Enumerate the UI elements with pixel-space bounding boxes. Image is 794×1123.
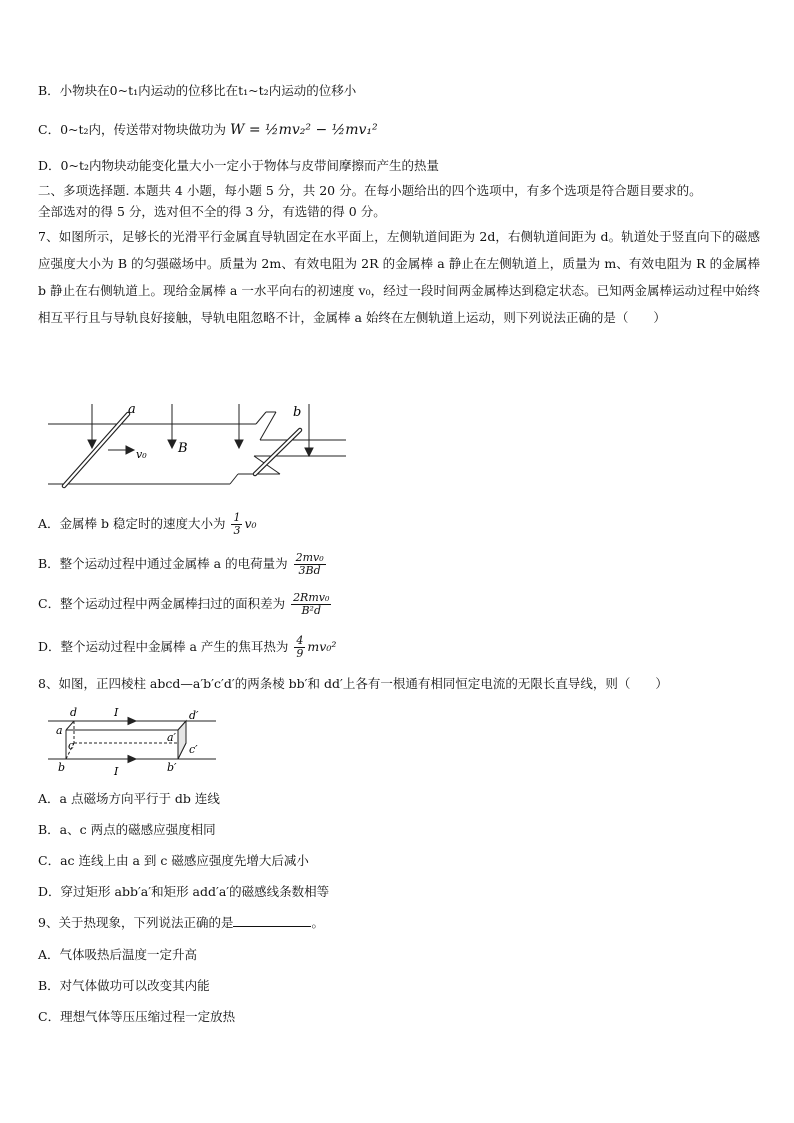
section2-heading-line1: 二、多项选择题. 本题共 4 小题，每小题 5 分，共 20 分。在每小题给出的四个选项中，有多个选项是符合题目要求的。 — [38, 183, 702, 198]
q7-option-a-fraction — [231, 512, 242, 537]
vertex-a-label: a — [56, 724, 63, 737]
q7-option-d-fraction — [294, 635, 305, 660]
q7-option-d-suffix: mv₀² — [307, 639, 337, 654]
q7-option-d — [38, 634, 336, 660]
q9-stem-text: 9、关于热现象，下列说法正确的是 — [38, 915, 234, 930]
q7-option-d-text: D．整个运动过程中金属棒 a 产生的焦耳热为 — [38, 639, 289, 654]
q7-option-a-text: A．金属棒 b 稳定时的速度大小为 — [38, 516, 226, 531]
q7-option-a-suffix: v₀ — [244, 516, 257, 531]
rod-b-label: b — [293, 405, 302, 420]
q9-stem — [38, 914, 324, 932]
q6-option-c-text: C．0~t₂内，传送带对物块做功为 — [38, 122, 227, 137]
q7-option-b-text: B．整个运动过程中通过金属棒 a 的电荷量为 — [38, 556, 288, 571]
fraction-denominator: 3Bd — [298, 564, 321, 577]
fraction-numerator: 1 — [233, 511, 241, 524]
q7-option-b — [38, 551, 328, 577]
velocity-label: v₀ — [136, 448, 147, 461]
q6-option-b: B．小物块在0~t₁内运动的位移比在t₁~t₂内运动的位移小 — [38, 83, 357, 98]
q6-option-d: D．0~t₂内物块动能变化量大小一定小于物体与皮带间摩擦而产生的热量 — [38, 158, 439, 173]
rod-a-label: a — [128, 402, 136, 417]
current-top-label: I — [114, 706, 119, 719]
vertex-b-prime-label: b′ — [167, 761, 177, 774]
fraction-numerator: 2mv₀ — [295, 551, 324, 564]
q9-option-a: A．气体吸热后温度一定升高 — [38, 947, 198, 962]
q7-option-b-fraction — [294, 552, 326, 577]
q8-stem: 8、如图，正四棱柱 abcd—a′b′c′d′的两条棱 bb′和 dd′上各有一根通有相同恒定电流的无限长直导线，则（ ） — [38, 676, 668, 691]
velocity-arrow — [108, 446, 134, 454]
q8-option-d: D．穿过矩形 abb′a′和矩形 add′a′的磁感线条数相等 — [38, 884, 330, 899]
q9-stem-end: 。 — [311, 915, 324, 930]
vertex-b-label: b — [58, 761, 66, 774]
q7-option-c-text: C．整个运动过程中两金属棒扫过的面积差为 — [38, 596, 286, 611]
section2-heading-line2: 全部选对的得 5 分，选对但不全的得 3 分，有选错的得 0 分。 — [38, 204, 386, 219]
q9-option-b: B．对气体做功可以改变其内能 — [38, 978, 210, 993]
vertex-d-label: d — [70, 706, 78, 719]
fraction-denominator: 9 — [296, 647, 304, 660]
fraction-denominator: 3 — [233, 524, 241, 537]
q9-option-c: C．理想气体等压压缩过程一定放热 — [38, 1009, 236, 1024]
q6-option-c-formula: W = ½mv₂² − ½mv₁² — [230, 122, 378, 138]
q6-option-c — [38, 118, 378, 142]
q7-rail-figure — [48, 400, 348, 490]
fraction-numerator: 4 — [296, 634, 304, 647]
q8-option-b: B．a、c 两点的磁感应强度相同 — [38, 822, 216, 837]
fraction-denominator: B²d — [301, 604, 321, 617]
q7-option-a — [38, 511, 257, 537]
vertex-c-prime-label: c′ — [189, 743, 198, 756]
current-arrows — [128, 718, 136, 763]
q8-prism-figure — [48, 703, 218, 778]
q7-option-c-fraction — [291, 592, 331, 617]
end-face — [178, 721, 186, 759]
field-label: B — [178, 441, 188, 456]
vertex-c-label: c — [68, 739, 75, 752]
vertex-d-prime-label: d′ — [189, 709, 199, 722]
fraction-numerator: 2Rmv₀ — [293, 591, 330, 604]
answer-blank[interactable] — [233, 914, 311, 927]
q8-option-a: A．a 点磁场方向平行于 db 连线 — [38, 791, 220, 806]
q7-stem: 7、如图所示，足够长的光滑平行金属直导轨固定在水平面上，左侧轨道间距为 2d，右侧轨道间距为 d。轨道处于竖直向下的磁感应强度大小为 B 的匀强磁场中。质量为 2m、有效电阻为 2R 的金属棒 a 静止在左侧轨道上，质量为 m、有效电阻为 R 的金属棒 b 静止在右侧轨道上。现给金属棒 a 一水平向右的初速度 v₀，经过一段时间两金属棒达到稳定状态。已知两金属棒运动过程中始终相互平行且与导轨良好接触，导轨电阻忽略不计，金属棒 a 始终在左侧轨道上运动，则下列说法正确的是（ ） — [38, 229, 760, 325]
q8-option-c: C．ac 连线上由 a 到 c 磁感应强度先增大后减小 — [38, 853, 309, 868]
current-bottom-label: I — [114, 765, 119, 778]
vertex-a-prime-label: a′ — [167, 731, 177, 744]
q7-option-c — [38, 591, 333, 617]
